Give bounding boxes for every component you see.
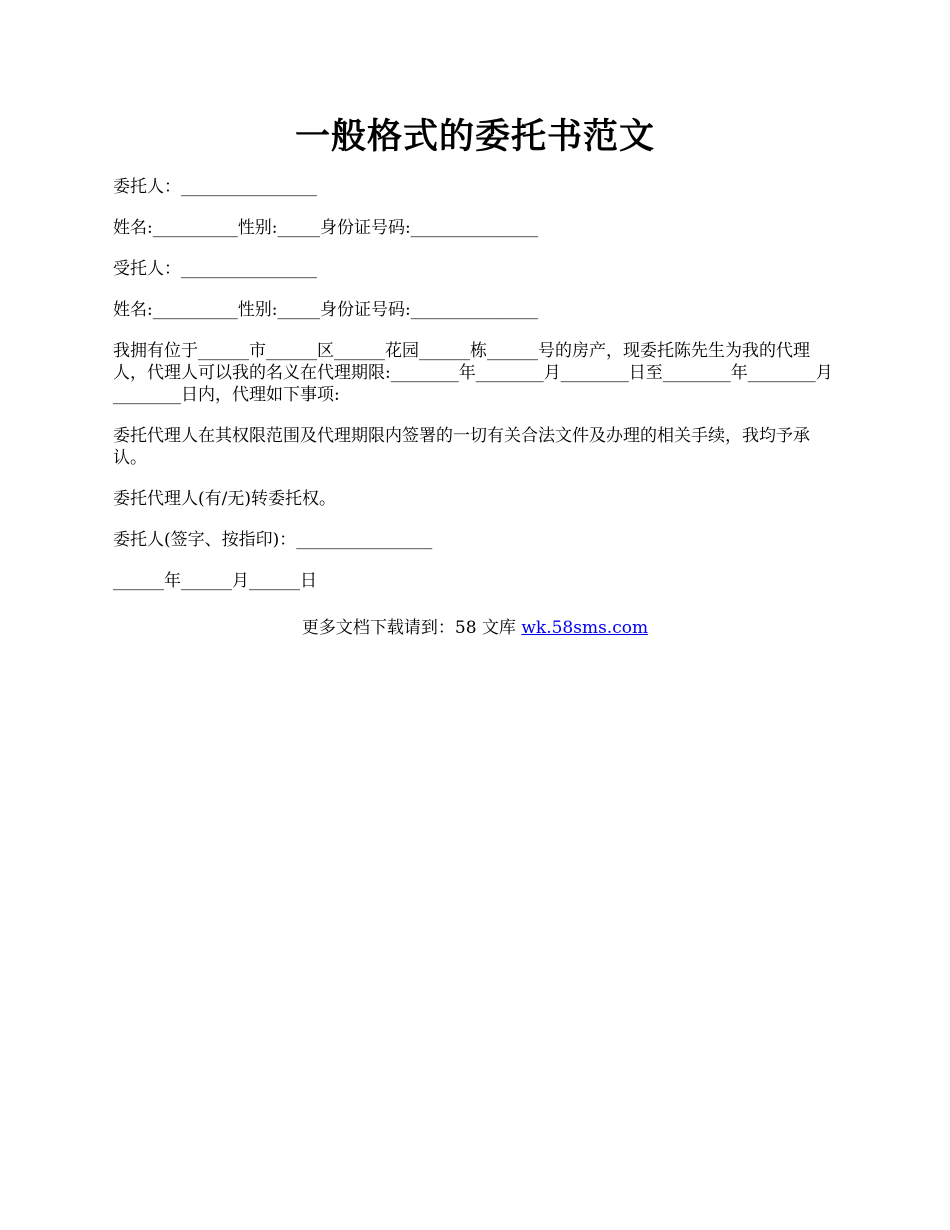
principal-line: 委托人：________________	[113, 177, 317, 197]
signature-line: 委托人(签字、按指印)：________________	[113, 530, 433, 550]
subdelegation-paragraph: 委托代理人(有/无)转委托权。	[113, 489, 336, 509]
download-footer	[0, 617, 950, 639]
website-link[interactable]: wk.58sms.com	[521, 618, 649, 638]
property-authorization-paragraph: 我拥有位于______市______区______花园______栋______号的房产，现委托陈先生为我的代理人，代理人可以我的名义在代理期限:________年________月________日至________年________月________日内，代理如下事项:	[113, 341, 833, 405]
footer-text: 更多文档下载请到：58 文库	[301, 618, 522, 638]
agent-line: 受托人：________________	[113, 259, 317, 279]
agent-details-line: 姓名:__________性别:_____身份证号码:_______________	[113, 300, 539, 320]
date-line: ______年______月______日	[113, 571, 317, 591]
scope-paragraph: 委托代理人在其权限范围及代理期限内签署的一切有关合法文件及办理的相关手续，我均予承认。	[113, 426, 810, 468]
principal-details-line: 姓名:__________性别:_____身份证号码:_______________	[113, 218, 539, 238]
document-title: 一般格式的委托书范文	[294, 116, 655, 157]
document-body	[113, 176, 840, 611]
